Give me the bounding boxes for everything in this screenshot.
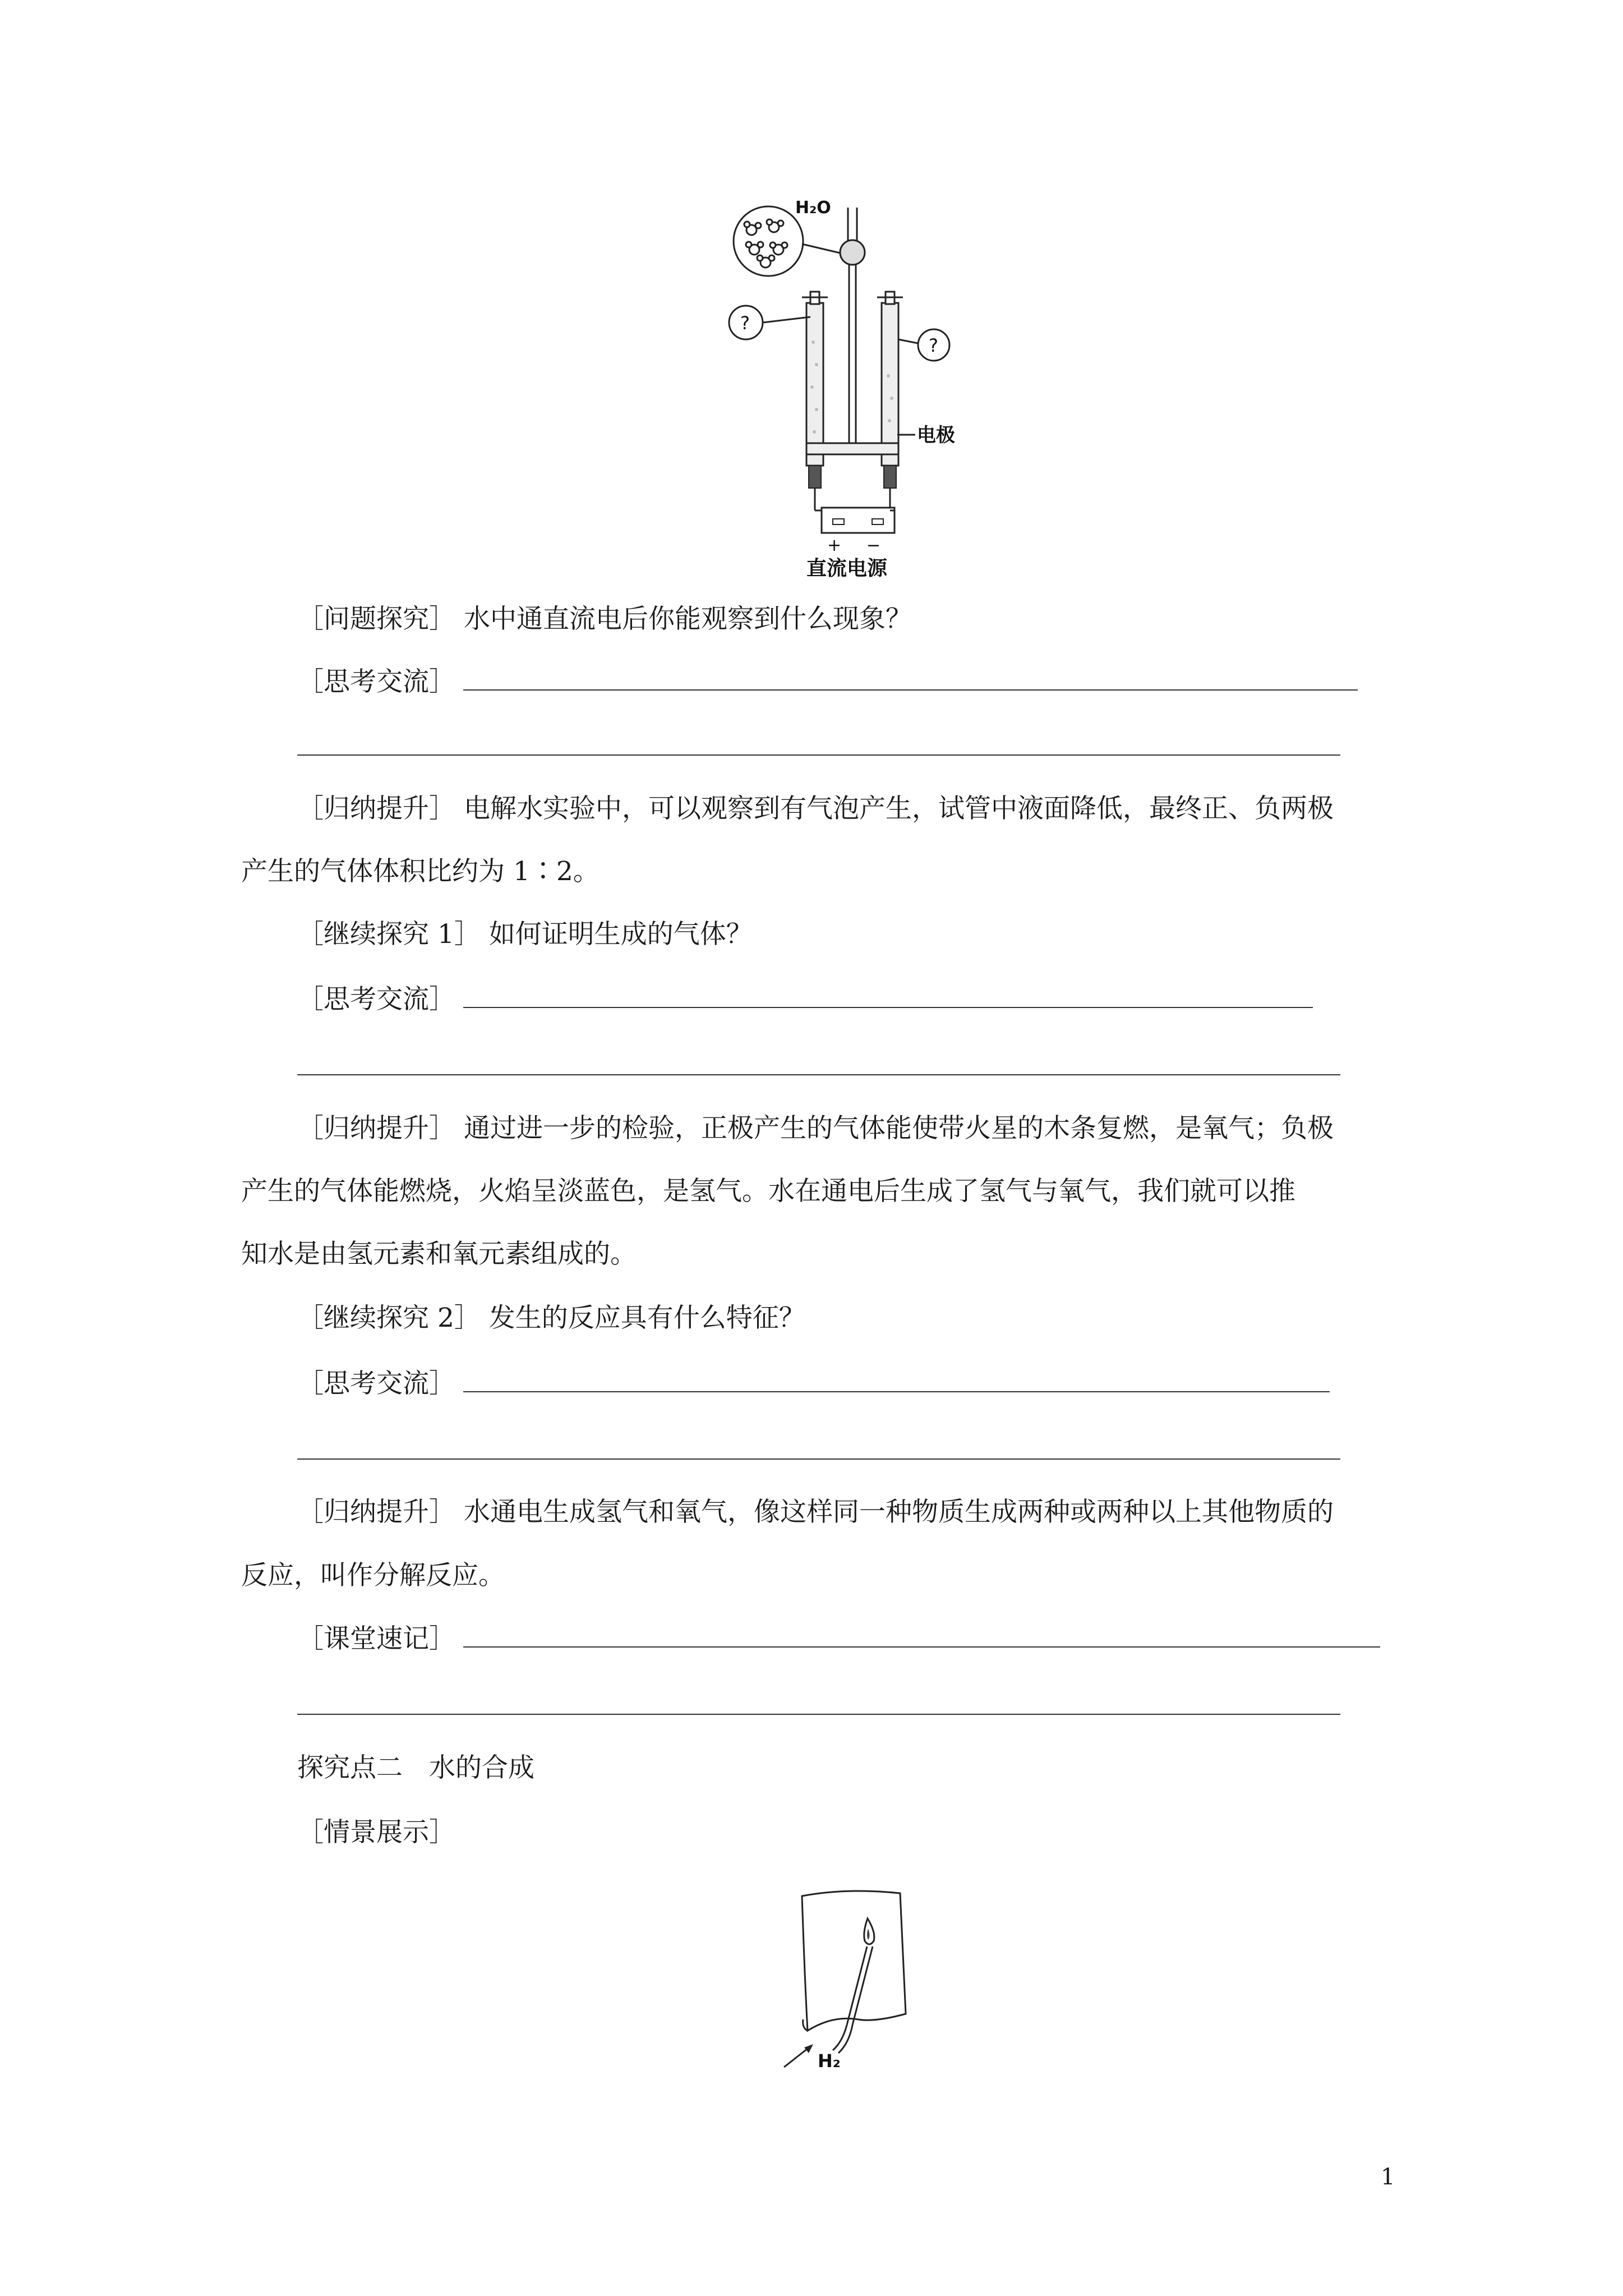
discussion-1-label: ［思考交流］ (297, 666, 455, 697)
answer-blank-1[interactable] (463, 689, 1358, 691)
question-2: ［继续探究 1］ 如何证明生成的气体？ (297, 919, 753, 950)
h2o-label: H₂O (795, 198, 831, 218)
question-right-label: ? (929, 335, 938, 356)
discussion-2 (297, 986, 1313, 1013)
plus-label: + (827, 536, 842, 555)
answer-blank-2[interactable] (463, 1007, 1313, 1008)
summary-3-line1: ［归纳提升］ 水通电生成氢气和氧气，像这样同一种物质生成两种或两种以上其他物质的 (297, 1497, 1334, 1527)
class-notes (297, 1623, 1380, 1654)
power-supply-caption: 直流电源 (806, 557, 888, 580)
section-heading-2: 探究点二 水的合成 (297, 1752, 534, 1783)
hydrogen-flame-diagram (780, 1885, 914, 2076)
summary-3-line2: 反应，叫作分解反应。 (241, 1560, 505, 1591)
answer-blank-3[interactable] (463, 1391, 1330, 1392)
discussion-3-label: ［思考交流］ (297, 1368, 455, 1399)
scene-display: ［情景展示］ (297, 1817, 455, 1848)
discussion-1 (297, 666, 1358, 697)
electrolysis-diagram (712, 196, 955, 583)
answer-rule-2b[interactable] (297, 1074, 1340, 1075)
h2-label: H₂ (818, 2050, 841, 2072)
answer-rule-1b[interactable] (297, 754, 1340, 756)
page-number: 1 (1381, 2164, 1395, 2190)
electrode-label: 电极 (917, 424, 955, 447)
summary-2-line1: ［归纳提升］ 通过进一步的检验，正极产生的气体能使带火星的木条复燃，是氧气；负极 (297, 1113, 1334, 1144)
question-1: ［问题探究］ 水中通直流电后你能观察到什么现象？ (297, 604, 912, 634)
notes-blank[interactable] (463, 1646, 1380, 1648)
discussion-3 (297, 1370, 1330, 1397)
notes-rule-b[interactable] (297, 1714, 1340, 1715)
class-notes-label: ［课堂速记］ (297, 1623, 455, 1654)
summary-2-line2: 产生的气体能燃烧，火焰呈淡蓝色，是氢气。水在通电后生成了氢气与氧气，我们就可以推 (241, 1176, 1295, 1207)
summary-1-line2: 产生的气体体积比约为 1∶2。 (241, 856, 600, 887)
discussion-2-label: ［思考交流］ (297, 984, 455, 1015)
summary-2-line3: 知水是由氢元素和氧元素组成的。 (241, 1239, 637, 1269)
answer-rule-3b[interactable] (297, 1458, 1340, 1460)
minus-label: − (866, 536, 881, 555)
summary-1-line1: ［归纳提升］ 电解水实验中，可以观察到有气泡产生，试管中液面降低，最终正、负两极 (297, 793, 1334, 824)
question-left-label: ? (740, 312, 750, 334)
question-3: ［继续探究 2］ 发生的反应具有什么特征？ (297, 1303, 805, 1333)
